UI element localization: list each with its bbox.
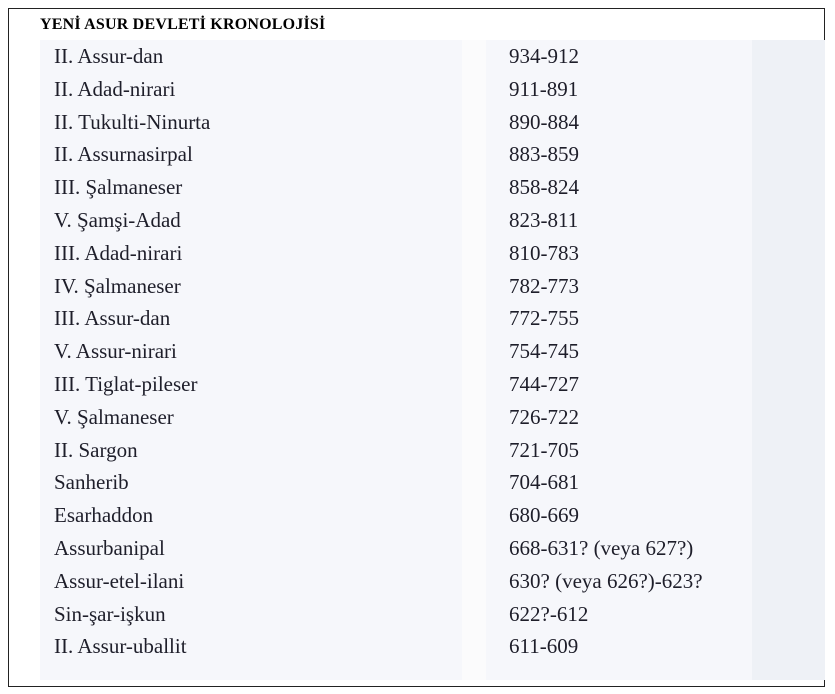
table-row xyxy=(0,368,835,401)
reign-years: 744-727 xyxy=(509,371,579,396)
table-row xyxy=(0,499,835,532)
ruler-name: III. Assur-dan xyxy=(54,306,171,331)
table-row xyxy=(0,270,835,303)
ruler-name: II. Assur-uballit xyxy=(54,634,187,659)
reign-years: 704-681 xyxy=(509,470,579,495)
table-row xyxy=(0,237,835,270)
page-title: YENİ ASUR DEVLETİ KRONOLOJİSİ xyxy=(40,16,326,33)
reign-years: 754-745 xyxy=(509,339,579,364)
reign-years: 726-722 xyxy=(509,404,579,429)
chronology-table xyxy=(0,40,835,663)
table-row xyxy=(0,171,835,204)
table-row xyxy=(0,598,835,631)
ruler-name: Sin-şar-işkun xyxy=(54,601,166,626)
table-row xyxy=(0,630,835,663)
reign-years: 622?-612 xyxy=(509,601,589,626)
reign-years: 858-824 xyxy=(509,175,579,200)
table-row xyxy=(0,138,835,171)
ruler-name: V. Şalmaneser xyxy=(54,404,174,429)
ruler-name: Esarhaddon xyxy=(54,503,154,528)
reign-years: 668-631? (veya 627?) xyxy=(509,535,694,560)
ruler-name: II. Assur-dan xyxy=(54,44,164,68)
reign-years: 721-705 xyxy=(509,437,579,462)
ruler-name: Assurbanipal xyxy=(54,535,165,560)
ruler-name: III. Adad-nirari xyxy=(54,240,183,265)
reign-years: 911-891 xyxy=(509,76,579,101)
reign-years: 680-669 xyxy=(509,503,579,528)
table-row xyxy=(0,434,835,467)
reign-years: 823-811 xyxy=(509,207,579,232)
reign-years: 890-884 xyxy=(509,109,579,134)
table-row xyxy=(0,40,835,73)
ruler-name: IV. Şalmaneser xyxy=(54,273,181,298)
reign-years: 630? (veya 626?)-623? xyxy=(509,568,703,593)
table-row xyxy=(0,565,835,598)
ruler-name: II. Tukulti-Ninurta xyxy=(54,109,211,134)
ruler-name: III. Şalmaneser xyxy=(54,175,183,200)
ruler-name: II. Sargon xyxy=(54,437,138,462)
table-row xyxy=(0,302,835,335)
reign-years: 772-755 xyxy=(509,306,579,331)
table-row xyxy=(0,106,835,139)
ruler-name: III. Tiglat-pileser xyxy=(54,371,198,396)
table-row xyxy=(0,401,835,434)
table-row xyxy=(0,466,835,499)
reign-years: 810-783 xyxy=(509,240,579,265)
reign-years: 611-609 xyxy=(509,634,579,659)
ruler-name: Assur-etel-ilani xyxy=(54,568,185,593)
ruler-name: V. Assur-nirari xyxy=(54,339,177,364)
ruler-name: Sanherib xyxy=(54,470,129,495)
ruler-name: II. Adad-nirari xyxy=(54,76,176,101)
ruler-name: II. Assurnasirpal xyxy=(54,142,193,167)
table-row xyxy=(0,532,835,565)
table-row xyxy=(0,73,835,106)
table-row xyxy=(0,204,835,237)
table-row xyxy=(0,335,835,368)
reign-years: 934-912 xyxy=(509,44,579,68)
reign-years: 883-859 xyxy=(509,142,579,167)
ruler-name: V. Şamşi-Adad xyxy=(54,207,181,232)
reign-years: 782-773 xyxy=(509,273,579,298)
